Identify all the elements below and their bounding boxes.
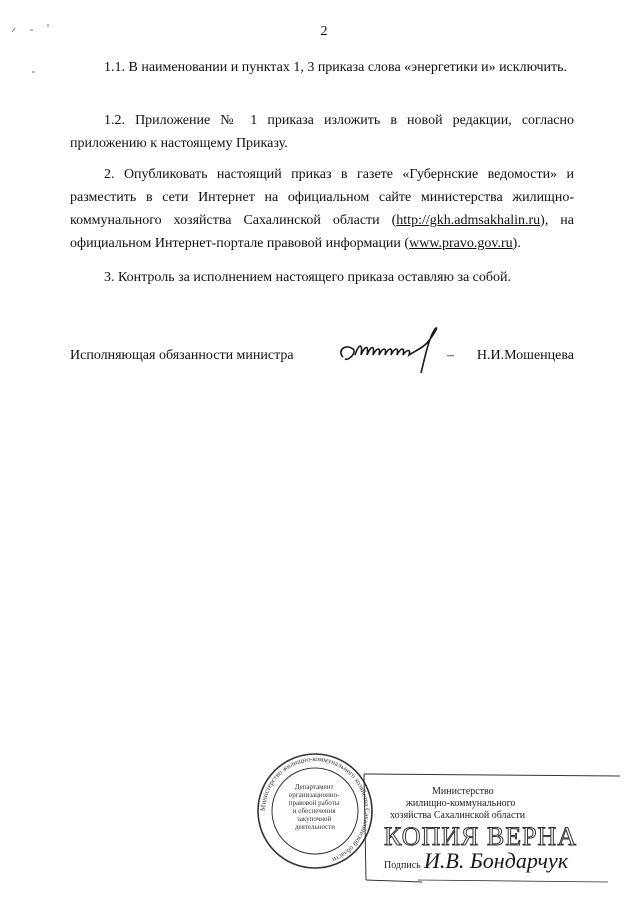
copy-stamp-sign-label: Подпись: [384, 860, 421, 871]
signature-block: [70, 343, 574, 373]
paragraph-3: 3. Контроль за исполнением настоящего приказа оставляю за собой.: [104, 270, 512, 285]
copy-stamp-header-1: Министерство: [432, 786, 494, 797]
paragraph-2: [70, 163, 574, 255]
certified-copy-stamp: [362, 772, 622, 892]
ministry-site-link[interactable]: http://gkh.admsakhalin.ru: [396, 213, 541, 228]
page-number: 2: [320, 24, 328, 39]
copy-stamp-header-2: жилищно-коммунального: [406, 798, 516, 809]
paragraph-1-1: 1.1. В наименовании и пунктах 1, 3 приказа слова «энергетики и» исключить.: [104, 60, 568, 75]
paragraph-1-2: 1.2. Приложение № 1 приказа изложить в новой редакции, согласно приложению к настоящему Приказу.: [70, 113, 574, 151]
signature-dash: –: [447, 348, 454, 363]
seal-center-text: Департамент организационно- правовой работы и обеспечения закупочной деятельности: [288, 783, 340, 831]
copy-stamp-sign-line: [418, 876, 618, 896]
seal-ring-text: Министерство жилищно-коммунального хозяйства Сахалинской области: [258, 754, 372, 864]
scan-marks: [10, 18, 70, 88]
signatory-name: Н.И.Мошенцева: [476, 348, 574, 363]
copy-stamp-title: КОПИЯ ВЕРНА: [384, 822, 578, 851]
handwritten-signature: [335, 321, 455, 377]
copy-stamp-header-3: хозяйства Сахалинской области: [390, 810, 526, 821]
pravo-portal-link[interactable]: www.pravo.gov.ru: [409, 236, 513, 251]
signatory-role: Исполняющая обязанности министра: [70, 348, 294, 363]
paragraph-2-text-b: ), на официальном Интернет-портале правовой информации (: [70, 213, 574, 251]
paragraph-2-text-a: 2. Опубликовать настоящий приказ в газете «Губернские ведомости» и разместить в сети Интернет на официальном сайте министерства жилищно-коммунального хозяйства Сахалинской области (: [70, 167, 574, 228]
copy-stamp-signature: И.В. Бондарчук: [424, 848, 569, 873]
paragraph-2-text-c: ).: [512, 236, 521, 251]
round-seal: [255, 745, 375, 875]
